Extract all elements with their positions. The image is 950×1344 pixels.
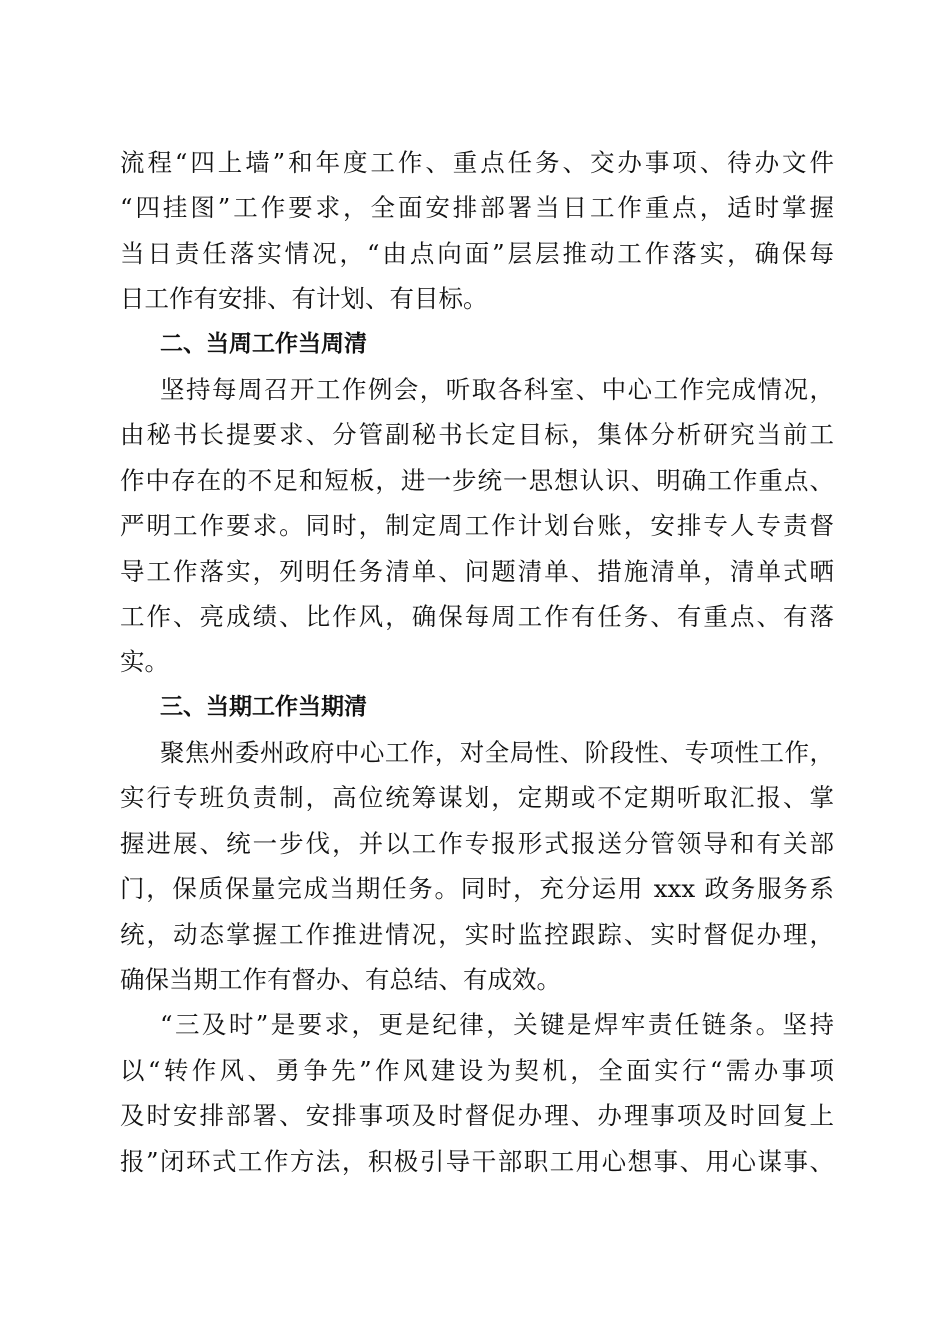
paragraph-line: 统，动态掌握工作推进情况，实时监控跟踪、实时督促办理， [120, 919, 834, 949]
paragraph-line: 当日责任落实情况，“由点向面”层层推动工作落实，确保每 [120, 238, 834, 268]
paragraph-line: 以“转作风、勇争先”作风建设为契机，全面实行“需办事项 [120, 1055, 834, 1085]
paragraph-line: 工作、亮成绩、比作风，确保每周工作有任务、有重点、有落 [120, 601, 834, 631]
paragraph-line: 实行专班负责制，高位统筹谋划，定期或不定期听取汇报、掌 [120, 783, 834, 813]
paragraph-line: 流程“四上墙”和年度工作、重点任务、交办事项、待办文件 [120, 148, 834, 177]
paragraph-line: 坚持每周召开工作例会，听取各科室、中心工作完成情况， [160, 374, 834, 404]
paragraph-line: 门，保质保量完成当期任务。同时，充分运用 xxx 政务服务系 [120, 874, 834, 904]
paragraph-line: 确保当期工作有督办、有总结、有成效。 [120, 965, 561, 995]
paragraph-line: 由秘书长提要求、分管副秘书长定目标，集体分析研究当前工 [120, 420, 834, 450]
paragraph-line: “三及时”是要求，更是纪律，关键是焊牢责任链条。坚持 [160, 1010, 834, 1040]
paragraph-line: 及时安排部署、安排事项及时督促办理、办理事项及时回复上 [120, 1101, 834, 1131]
paragraph-line: 导工作落实，列明任务清单、问题清单、措施清单，清单式晒 [120, 556, 834, 586]
paragraph-line: 作中存在的不足和短板，进一步统一思想认识、明确工作重点、 [120, 465, 834, 495]
paragraph-line: 报”闭环式工作方法，积极引导干部职工用心想事、用心谋事、 [120, 1146, 834, 1176]
paragraph-line: 握进展、统一步伐，并以工作专报形式报送分管领导和有关部 [120, 828, 834, 858]
paragraph-line: “四挂图”工作要求，全面安排部署当日工作重点，适时掌握 [120, 193, 834, 223]
section-heading: 二、当周工作当周清 [160, 330, 367, 357]
section-heading: 三、当期工作当期清 [160, 693, 367, 720]
paragraph-line: 日工作有安排、有计划、有目标。 [120, 284, 488, 314]
paragraph-line: 严明工作要求。同时，制定周工作计划台账，安排专人专责督 [120, 511, 834, 541]
document-body [120, 140, 834, 1184]
paragraph-line: 聚焦州委州政府中心工作，对全局性、阶段性、专项性工作， [160, 738, 834, 768]
paragraph-line: 实。 [120, 647, 169, 677]
